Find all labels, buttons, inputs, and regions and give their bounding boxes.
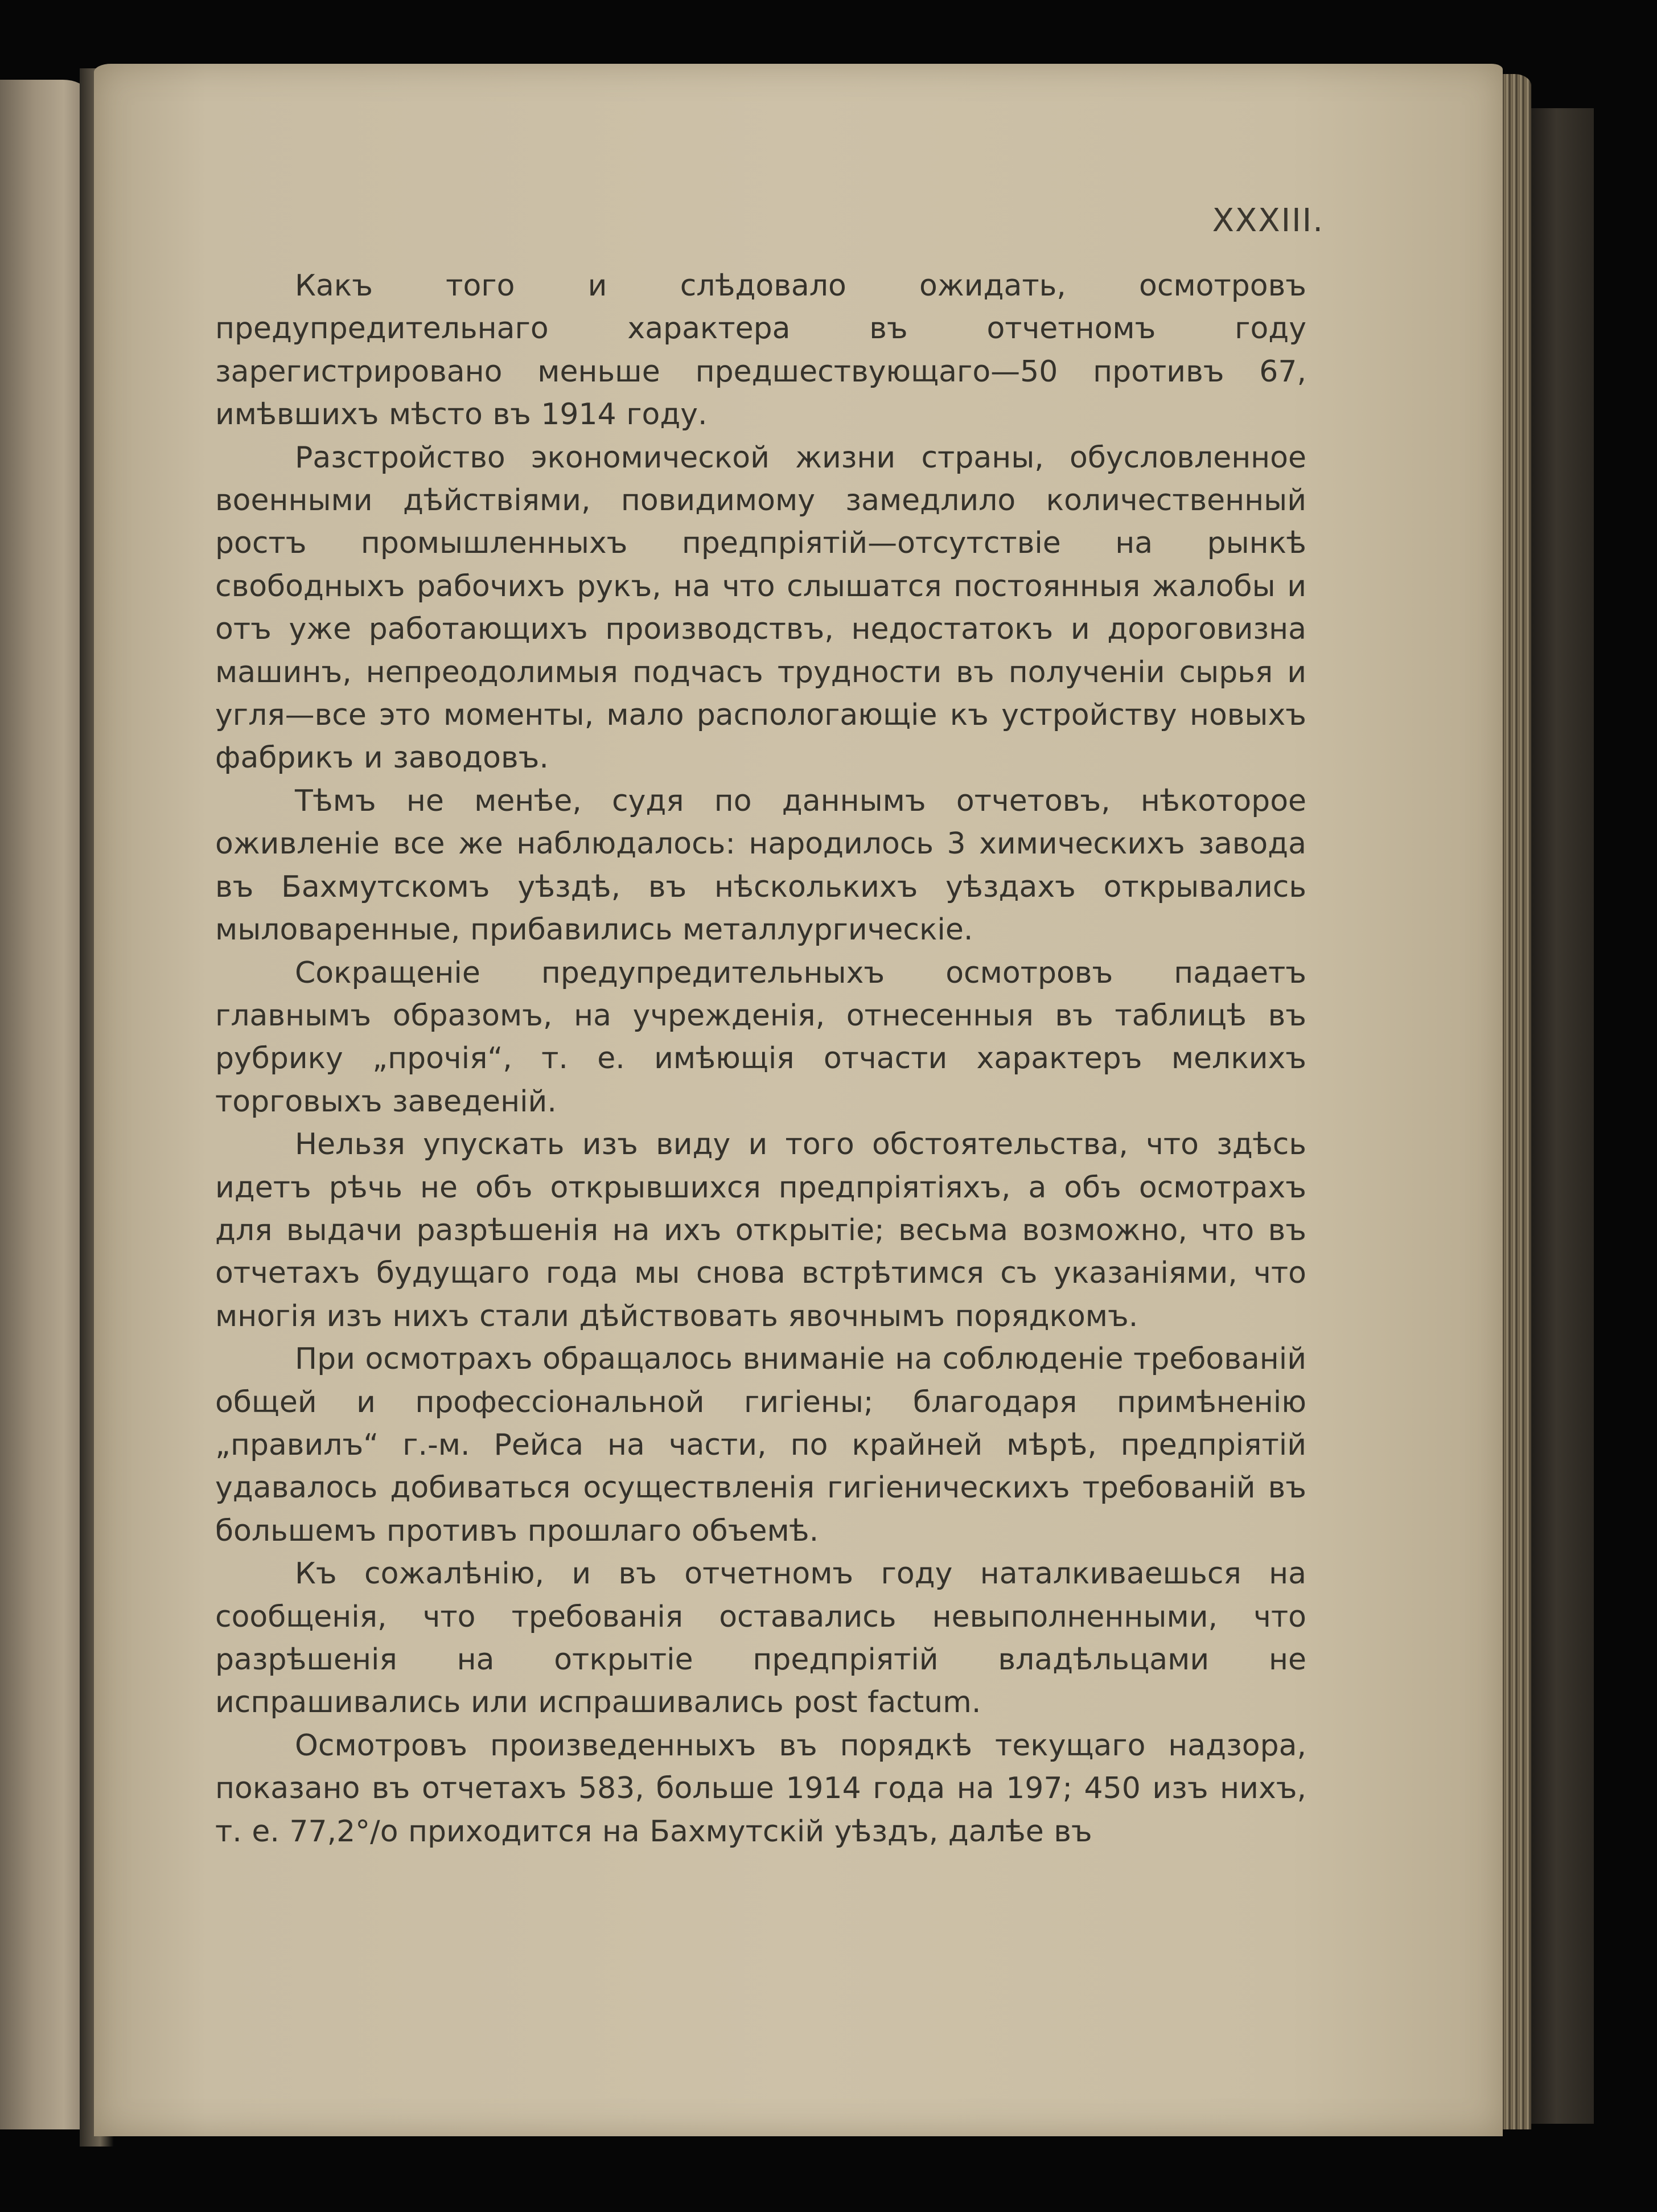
paragraph: Къ сожалѣнію, и въ отчетномъ году наталкиваешься на сообщенія, что требованія оставались невыполненными, что разрѣшенія на открытіе предпріятій владѣльцами не испрашивались или испрашивались post factum. bbox=[215, 1557, 1306, 1720]
paragraph: Какъ того и слѣдовало ожидать, осмотровъ предупредительнаго характера въ отчетномъ году зарегистрировано меньше предшествующаго—50 противъ 67, имѣвшихъ мѣсто въ 1914 году. bbox=[215, 269, 1306, 432]
body-text bbox=[215, 265, 1306, 1853]
paragraph: Осмотровъ произведенныхъ въ порядкѣ текущаго надзора, показано въ отчетахъ 583, больше 1914 года на 197; 450 изъ нихъ, т. е. 77,2°/o приходится на Бахмутскій уѣздъ, далѣе въ bbox=[215, 1728, 1306, 1849]
paragraph: При осмотрахъ обращалось вниманіе на соблюденіе требованій общей и профессіональной гигіены; благодаря примѣненію „правилъ“ г.-м. Рейса на части, по крайней мѣрѣ, предпріятій удавалось добиваться осуществленія гигіеническихъ требованій въ большемъ противъ прошлаго объемѣ. bbox=[215, 1342, 1306, 1548]
paragraph: Тѣмъ не менѣе, судя по даннымъ отчетовъ, нѣкоторое оживленіе все же наблюдалось: народилось 3 химическихъ завода въ Бахмутскомъ уѣздѣ, въ нѣсколькихъ уѣздахъ открывались мыловаренные, прибавились металлургическіе. bbox=[215, 783, 1306, 947]
paragraph: Нельзя упускать изъ виду и того обстоятельства, что здѣсь идетъ рѣчь не объ открывшихся предпріятіяхъ, а объ осмотрахъ для выдачи разрѣшенія на ихъ открытіе; весьма возможно, что въ отчетахъ будущаго года мы снова встрѣтимся съ указаніями, что многія изъ нихъ стали дѣйствовать явочнымъ порядкомъ. bbox=[215, 1127, 1306, 1333]
paragraph: Разстройство экономической жизни страны, обусловленное военными дѣйствіями, повидимому замедлило количественный ростъ промышленныхъ предпріятій—отсутствіе на рынкѣ свободныхъ рабочихъ рукъ, на что слышатся постоянныя жалобы и отъ уже работающихъ производствъ, недостатокъ и дороговизна машинъ, непреодолимыя подчасъ трудности въ полученіи сырья и угля—все это моменты, мало распологающіе къ устройству новыхъ фабрикъ и заводовъ. bbox=[215, 440, 1306, 775]
page-number: XXXIII. bbox=[1212, 202, 1324, 239]
paragraph: Сокращеніе предупредительныхъ осмотровъ падаетъ главнымъ образомъ, на учрежденія, отнесенныя въ таблицѣ въ рубрику „прочія“, т. е. имѣющія отчасти характеръ мелкихъ торговыхъ заведеній. bbox=[215, 955, 1306, 1119]
book-cover-edge bbox=[1531, 108, 1594, 2124]
left-facing-page bbox=[0, 80, 85, 2129]
